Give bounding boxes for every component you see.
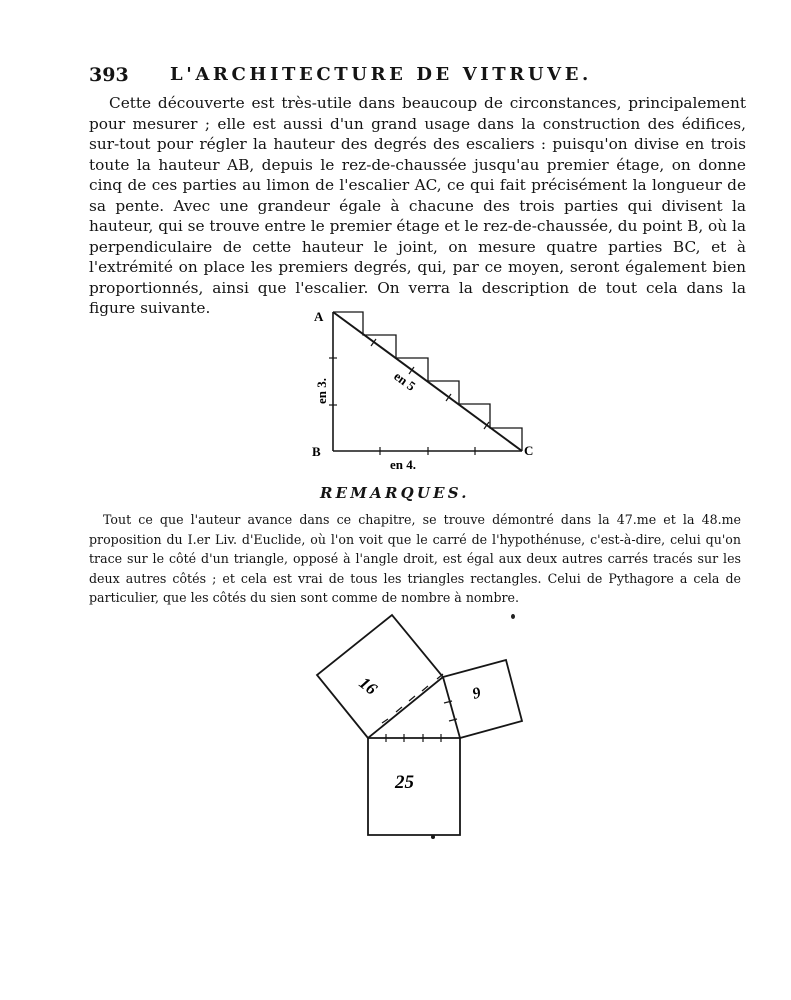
page-number: 393 (89, 64, 129, 86)
remarks-heading: REMARQUES. (320, 484, 470, 502)
remarks-paragraph: Tout ce que l'auteur avance dans ce chapitre, se trouve démontré dans la 47.me et la 48.me proposition du I.er Liv. d'Euclide, où l'on voit que le carré de l'hypothénuse, c'est-à-dire, celui qu'on trace sur le côté d'un triangle, opposé à l'angle droit, est égal aux deux autres carrés tracés sur les deux autres côtés ; et cela est vrai de tous les triangles rectangles. Celui de Pythagore a cela de particulier, que les côtés du sien sont comme de nombre à nombre. (89, 512, 741, 605)
hypotenuse-label: en 5 (391, 368, 419, 394)
square-25-label: 25 (395, 772, 414, 793)
pythagoras-figure (300, 615, 540, 855)
main-text (89, 93, 746, 319)
square-16-label: 16 (355, 673, 381, 699)
running-head: L'ARCHITECTURE DE VITRUVE. (170, 64, 592, 85)
base-label: en 4. (390, 457, 416, 472)
point-c-label: C (524, 443, 534, 458)
point-a-label: A (314, 309, 324, 324)
point-b-label: B (312, 444, 321, 459)
remarks-text (89, 510, 741, 608)
square-9-label: 9 (470, 684, 483, 703)
main-paragraph: Cette découverte est très-utile dans beaucoup de circonstances, principalement pour mesurer ; elle est aussi d'un grand usage dans la construction des édifices, sur-tout pour régler la hauteur des degrés des escaliers : puisqu'on divise en trois toute la hauteur AB, depuis le rez-de-chaussée jusqu'au premier étage, on donne cinq de ces parties au limon de l'escalier AC, ce qui fait précisément la longueur de sa pente. Avec une grandeur égale à chacune des trois parties qui divisent la hauteur, qui se trouve entre le premier étage et le rez-de-chaussée, du point B, où la perpendiculaire de cette hauteur le joint, on mesure quatre parties BC, et à l'extrémité on place les premiers degrés, qui, par ce moyen, seront également bien proportionnés, ainsi que l'escalier. On verra la description de tout cela dans la figure suivante. (89, 94, 746, 317)
staircase-figure (300, 300, 550, 480)
height-label: en 3. (314, 378, 329, 404)
